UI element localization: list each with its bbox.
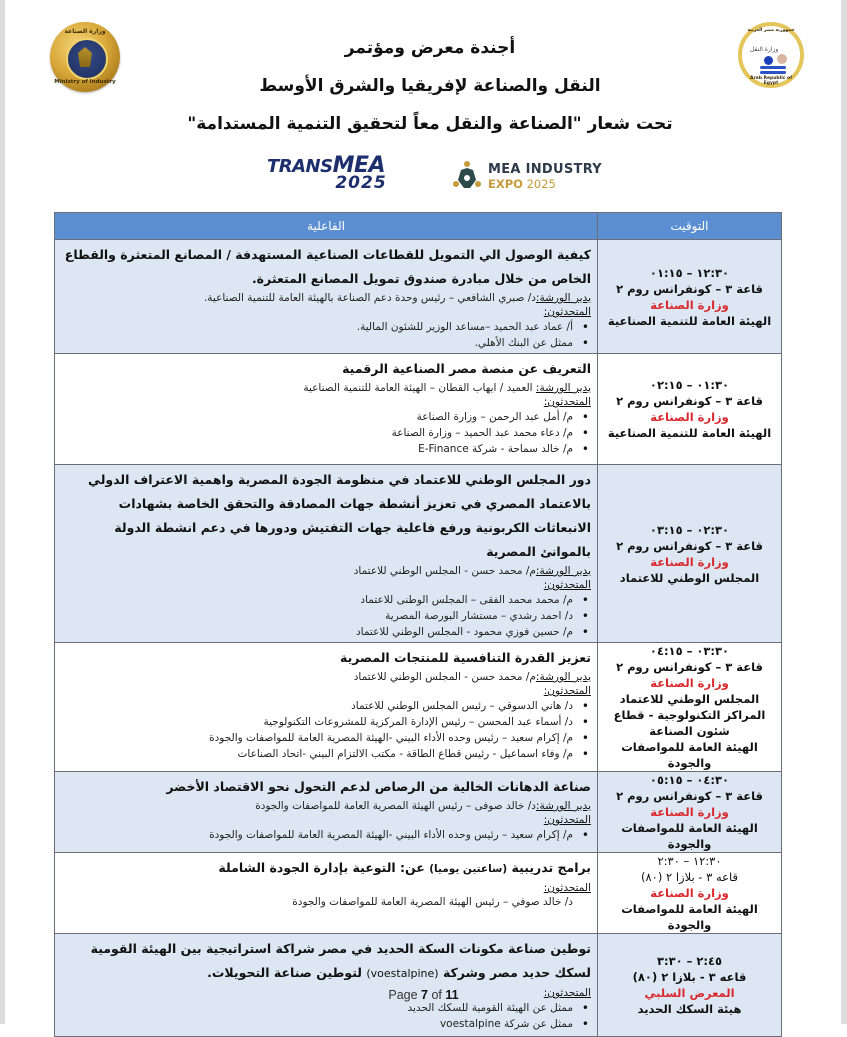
table-row bbox=[55, 643, 782, 772]
moderator-name: م/ محمد حسن - المجلس الوطني للاعتماد bbox=[353, 565, 536, 577]
speakers-list bbox=[61, 1000, 591, 1032]
title-line-2: النقل والصناعة لإفريقيا والشرق الأوسط bbox=[259, 76, 601, 96]
table-row bbox=[55, 772, 782, 853]
session-entity: المجلس الوطني للاعتماد bbox=[619, 692, 760, 706]
title-line-3: تحت شعار "الصناعة والنقل معاً لتحقيق التنمية المستدامة" bbox=[187, 114, 673, 134]
speaker-item: • ممثل عن البنك الأهلي. bbox=[61, 335, 573, 351]
time-cell bbox=[598, 934, 782, 1037]
transmea-word-trans: TRANS bbox=[266, 156, 333, 177]
moderator-label: يدير الورشة: bbox=[535, 292, 591, 304]
page-titles bbox=[150, 38, 710, 134]
speakers-label: المتحدثون: bbox=[543, 882, 591, 894]
time-cell bbox=[598, 643, 782, 772]
mea-industry-title: MEA INDUSTRY bbox=[488, 162, 603, 177]
session-title bbox=[61, 937, 591, 986]
page-number-total: 11 bbox=[445, 988, 459, 1002]
speaker-item: • م/ محمد محمد الفقى – المجلس الوطنى للاعتماد bbox=[61, 592, 573, 608]
speaker-item: • م/ وفاء اسماعيل - رئيس قطاع الطاقة - مكتب الالتزام البيني -اتحاد الصناعات bbox=[61, 746, 573, 762]
speaker-item: • م/ إكرام سعيد – رئيس وحده الأداء البيني -الهيئة المصرية العامة للمواصفات والجودة bbox=[61, 730, 573, 746]
moderator-label: يدير الورشة: bbox=[535, 382, 591, 394]
session-title: دور المجلس الوطني للاعتماد في منظومة الجودة المصرية واهمية الاعتراف الدولي بالاعتماد المصري في تعزيز أنشطة جهات المصادقة والتحقق الخاصة بشهادات الانبعاثات الكربونية ورفع فاعلية جهات التفتيش ودورها في دعم انشطة الدولة بالموانئ المصرية bbox=[88, 472, 591, 559]
speaker-item: • د/ أسماء عبد المحسن – رئيس الإدارة المركزية للمشروعات التكنولوجية bbox=[61, 714, 573, 730]
logo-industry-english-text: Ministry of Industry bbox=[54, 79, 116, 85]
moderator-name: م/ محمد حسن - المجلس الوطني للاعتماد bbox=[353, 671, 536, 683]
session-time: ٠٣:٣٠ – ٠٤:١٥ bbox=[649, 644, 730, 658]
activity-cell bbox=[55, 772, 598, 853]
speaker-item: • ممثل عن الهيئة القومية للسكك الحديد bbox=[61, 1000, 573, 1016]
logo-transport-rim-top: جمهورية مصر العربية bbox=[747, 28, 795, 33]
speaker-item: • أ/ عماد عبد الحميد –مساعد الوزير للشئون المالية. bbox=[61, 319, 573, 335]
moderator-label: يدير الورشة: bbox=[535, 671, 591, 683]
moderator-label: يدير الورشة: bbox=[535, 800, 591, 812]
session-entity: المجلس الوطني للاعتماد bbox=[619, 570, 760, 585]
session-hall: قاعة ٣ – كونفرانس روم ٢ bbox=[616, 281, 763, 296]
session-title-part: لتوطين صناعة التحويلات. bbox=[207, 965, 362, 980]
session-title-part: (ساعتين يوميا) bbox=[429, 863, 508, 875]
time-cell bbox=[598, 772, 782, 853]
session-entity: الهيئة العامة للتنمية الصناعية bbox=[607, 426, 772, 440]
logo-transport-dot-icon bbox=[764, 56, 773, 65]
speakers-label: المتحدثون: bbox=[543, 685, 591, 697]
mea-industry-subtitle bbox=[488, 177, 556, 191]
moderator-line bbox=[61, 670, 591, 684]
session-time: ٠١:٣٠ – ٠٢:١٥ bbox=[649, 378, 730, 392]
session-title: التعريف عن منصة مصر الصناعية الرقمية bbox=[342, 361, 591, 376]
column-header-time: التوقيت bbox=[598, 213, 782, 240]
speaker-item: • م/ أمل عبد الرحمن – وزارة الصناعة bbox=[61, 409, 573, 425]
activity-cell bbox=[55, 643, 598, 772]
activity-cell bbox=[55, 934, 598, 1037]
session-hall: قاعة ٣ – كونفرانس روم ٢ bbox=[616, 660, 763, 674]
session-entity: هيئة السكك الحديد bbox=[637, 1002, 742, 1016]
wave-icon bbox=[760, 66, 786, 69]
speakers-list bbox=[61, 698, 591, 762]
mea-expo-word: EXPO bbox=[488, 177, 523, 191]
session-title bbox=[61, 856, 591, 881]
wave-icon bbox=[760, 71, 786, 74]
transmea-word-mea: MEA bbox=[332, 153, 386, 178]
session-entity: الهيئة العامة للمواصفات والجودة bbox=[621, 902, 758, 932]
speaker-item: • د/ هاني الدسوقي – رئيس المجلس الوطني للاعتماد bbox=[61, 698, 573, 714]
speakers-label: المتحدثون: bbox=[543, 306, 591, 318]
logo-transport-name: وزارة النقل bbox=[750, 46, 779, 53]
session-entity: الهيئة العامة للتنمية الصناعية bbox=[607, 313, 772, 328]
session-hall: قاعة ٣ – كونفرانس روم ٢ bbox=[616, 394, 763, 408]
logo-transport-seal-icon bbox=[777, 54, 787, 64]
table-row bbox=[55, 240, 782, 354]
page-edge-right bbox=[841, 0, 847, 1024]
table-row bbox=[55, 934, 782, 1037]
page-number-current: 7 bbox=[421, 988, 428, 1002]
transmea-2025-logo bbox=[232, 153, 420, 194]
session-time: ٢:٤٥ – ٣:٣٠ bbox=[656, 954, 723, 968]
table-row bbox=[55, 354, 782, 465]
page-edge-left bbox=[0, 0, 5, 1024]
time-cell bbox=[598, 354, 782, 465]
session-organizer: وزارة الصناعة bbox=[650, 805, 729, 819]
time-cell bbox=[598, 240, 782, 354]
table-row bbox=[55, 465, 782, 643]
session-organizer: وزارة الصناعة bbox=[650, 554, 729, 569]
speakers-list bbox=[61, 592, 591, 640]
logo-industry-arabic-text: وزارة الصناعة bbox=[64, 28, 106, 35]
speakers-list bbox=[61, 827, 591, 843]
column-header-activity: الفاعلية bbox=[55, 213, 598, 240]
speakers-list bbox=[61, 319, 591, 351]
activity-cell bbox=[55, 465, 598, 643]
session-organizer: وزارة الصناعة bbox=[650, 297, 729, 312]
ministry-of-transport-logo bbox=[738, 22, 804, 88]
title-line-1: أجندة معرض ومؤتمر bbox=[344, 38, 516, 58]
agenda-table bbox=[54, 212, 782, 1037]
time-cell bbox=[598, 853, 782, 934]
session-entity-2: المراكز التكنولوجية - قطاع شئون الصناعة bbox=[613, 708, 766, 738]
session-title: كيفية الوصول الي التمويل للقطاعات الصناعية المستهدفة / المصانع المتعثرة والقطاع الخاص من خلال مبادرة صندوق تمويل المصانع المتعثرة. bbox=[64, 247, 591, 286]
table-row bbox=[55, 853, 782, 934]
speakers-label: المتحدثون: bbox=[543, 987, 591, 999]
session-hall: قاعه ٣ - بلازا ٢ (٨٠) bbox=[640, 870, 738, 884]
session-hall: قاعة ٣ – كونفرانس روم ٢ bbox=[616, 789, 763, 803]
table-header-row bbox=[55, 213, 782, 240]
speakers-label: المتحدثون: bbox=[543, 814, 591, 826]
session-time: ٠٢:٣٠ – ٠٣:١٥ bbox=[649, 522, 730, 537]
session-organizer: وزارة الصناعة bbox=[650, 410, 729, 424]
session-organizer: وزارة الصناعة bbox=[650, 886, 729, 900]
speaker-item: • م/ حسين فوزي محمود - المجلس الوطني للاعتماد bbox=[61, 624, 573, 640]
session-organizer: وزارة الصناعة bbox=[650, 676, 729, 690]
session-title: تعزيز القدرة التنافسية للمنتجات المصرية bbox=[339, 650, 591, 665]
speakers-list bbox=[61, 409, 591, 457]
session-title-part: توطين صناعة مكونات السكة الحديد في مصر شراكة استراتيجية بين الهيئة القومية لسكك حديد مصر وشركة bbox=[90, 941, 591, 980]
moderator-line bbox=[61, 564, 591, 578]
page-number-prefix: Page bbox=[388, 988, 418, 1002]
session-time: ١٢:٣٠ – ٢:٣٠ bbox=[657, 854, 722, 868]
speakers-label: المتحدثون: bbox=[543, 396, 591, 408]
moderator-line bbox=[61, 291, 591, 305]
ministry-of-industry-logo bbox=[50, 22, 120, 92]
speakers-label: المتحدثون: bbox=[543, 579, 591, 591]
session-title-part: التوعية بإدارة الجودة الشاملة bbox=[218, 860, 396, 875]
mea-industry-icon bbox=[452, 160, 482, 190]
speaker-item: • م/ دعاء محمد عبد الحميد – وزارة الصناعة bbox=[61, 425, 573, 441]
session-title-part: عن: bbox=[400, 860, 425, 875]
moderator-line bbox=[61, 381, 591, 395]
moderator-name: د/ صبري الشافعي – رئيس وحدة دعم الصناعة بالهيئة العامة للتنمية الصناعية. bbox=[203, 292, 536, 304]
transmea-year: 2025 bbox=[335, 173, 387, 193]
session-title: صناعة الدهانات الخالية من الرصاص لدعم التحول نحو الاقتصاد الأخضر bbox=[166, 779, 591, 794]
speaker-item: • د/ احمد رشدي – مستشار البورصة المصرية bbox=[61, 608, 573, 624]
session-title-part: برامج تدريبية bbox=[511, 860, 591, 875]
moderator-name: العميد / ايهاب القطان – الهيئة العامة للتنمية الصناعية bbox=[303, 382, 533, 394]
session-entity: الهيئة العامة للمواصفات والجودة bbox=[621, 821, 758, 851]
page-number-of: of bbox=[431, 988, 442, 1002]
session-organizer: المعرض السلبي bbox=[644, 986, 735, 1000]
activity-cell bbox=[55, 853, 598, 934]
moderator-name: د/ خالد صوفى – رئيس الهيئة المصرية العامة للمواصفات والجودة bbox=[255, 800, 536, 812]
moderator-line bbox=[61, 799, 591, 813]
session-entity-3: الهيئة العامة للمواصفات والجودة bbox=[621, 740, 758, 770]
logo-transport-rim-bottom: Arab Republic of Egypt bbox=[749, 76, 793, 86]
session-time: ١٢:٣٠ – ٠١:١٥ bbox=[649, 265, 730, 280]
session-hall: قاعه ٣ - بلازا ٢ (٨٠) bbox=[632, 970, 747, 984]
speaker-item: د/ خالد صوفي – رئيس الهيئة المصرية العامة للمواصفات والجودة bbox=[292, 896, 573, 908]
mea-expo-year: 2025 bbox=[526, 177, 556, 191]
session-hall: قاعة ٣ – كونفرانس روم ٢ bbox=[616, 538, 763, 553]
speaker-item: • ممثل عن شركة voestalpine bbox=[61, 1016, 573, 1032]
speaker-item: • م/ خالد سماحة - شركة E-Finance bbox=[61, 441, 573, 457]
activity-cell bbox=[55, 240, 598, 354]
moderator-label: يدير الورشة: bbox=[535, 565, 591, 577]
page-number bbox=[0, 988, 847, 1002]
session-title-part: (voestalpine) bbox=[366, 967, 439, 980]
speaker-item: • م/ إكرام سعيد – رئيس وحده الأداء البيني -الهيئة المصرية العامة للمواصفات والجودة bbox=[61, 827, 573, 843]
session-time: ٠٤:٣٠ – ٠٥:١٥ bbox=[649, 773, 730, 787]
time-cell bbox=[598, 465, 782, 643]
activity-cell bbox=[55, 354, 598, 465]
